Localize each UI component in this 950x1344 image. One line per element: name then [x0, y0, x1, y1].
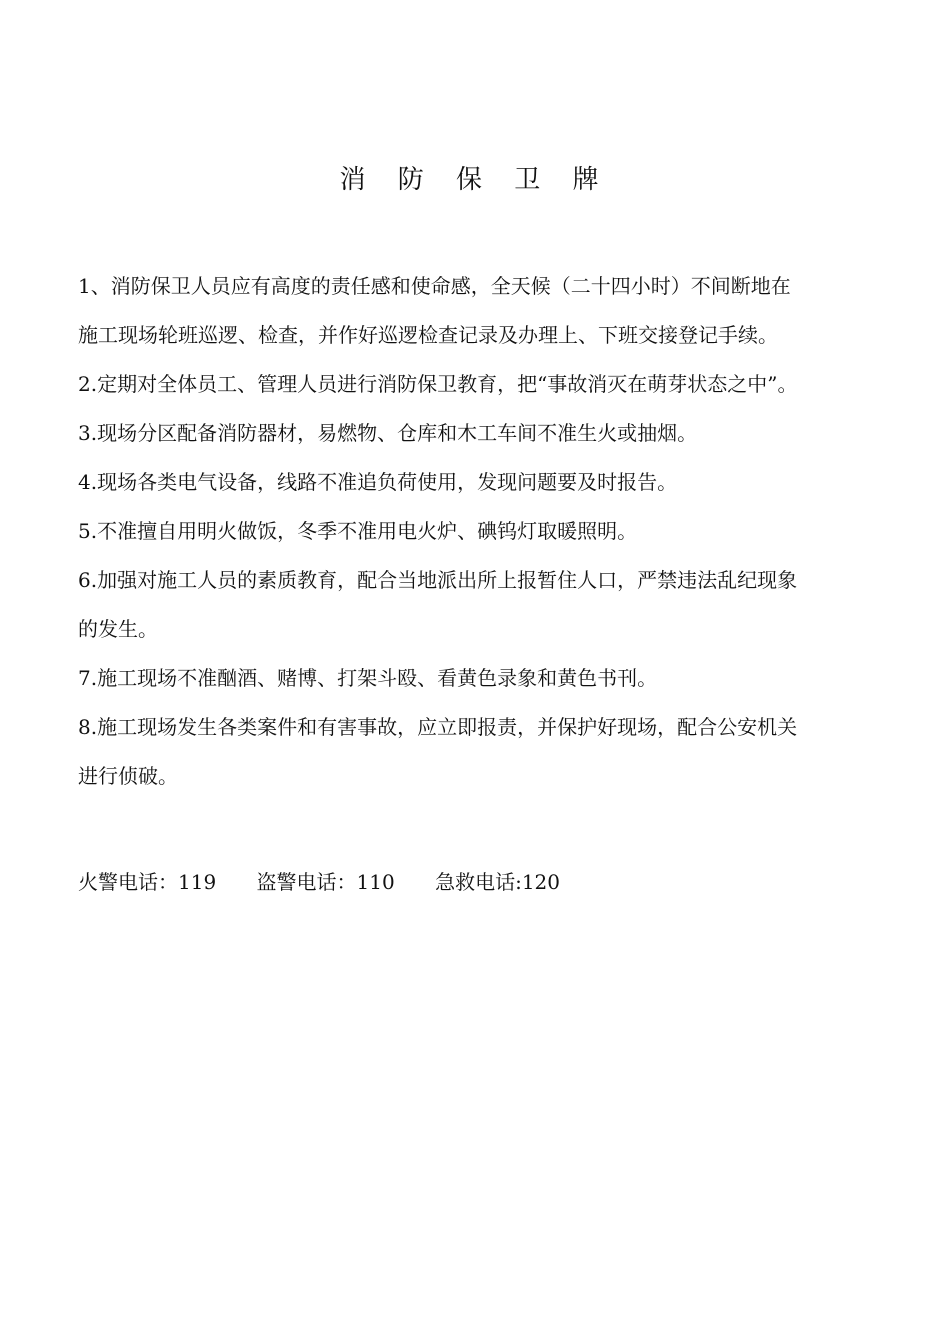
rules-list — [78, 262, 878, 801]
rule-item-8 — [78, 703, 878, 801]
rule-line: 7.施工现场不准酗酒、赌博、打架斗殴、看黄色录象和黄色书刊。 — [78, 666, 658, 690]
rule-item-6 — [78, 556, 878, 654]
fire-alarm-phone: 火警电话：119 — [78, 870, 217, 894]
rule-item-1 — [78, 262, 878, 360]
rule-item-3 — [78, 409, 878, 458]
rule-line: 2.定期对全体员工、管理人员进行消防保卫教育，把“事故消灭在萌芽状态之中”。 — [78, 372, 798, 396]
police-phone: 盗警电话：110 — [256, 870, 395, 894]
rule-line: 3.现场分区配备消防器材，易燃物、仓库和木工车间不准生火或抽烟。 — [78, 421, 698, 445]
rule-line: 进行侦破。 — [78, 764, 178, 788]
rule-line: 施工现场轮班巡逻、检查，并作好巡逻检查记录及办理上、下班交接登记手续。 — [78, 323, 778, 347]
rule-line: 8.施工现场发生各类案件和有害事故，应立即报责，并保护好现场，配合公安机关 — [78, 715, 798, 739]
page-title: 消 防 保 卫 牌 — [339, 165, 611, 195]
emergency-contacts — [78, 862, 560, 902]
rule-line: 4.现场各类电气设备，线路不准追负荷使用，发现问题要及时报告。 — [78, 470, 678, 494]
rule-line: 6.加强对施工人员的素质教育，配合当地派出所上报暂住人口，严禁违法乱纪现象 — [78, 568, 798, 592]
rule-line: 1、消防保卫人员应有高度的责任感和使命感，全天候（二十四小时）不间断地在 — [78, 274, 791, 298]
rule-item-5 — [78, 507, 878, 556]
rule-item-4 — [78, 458, 878, 507]
rule-item-7 — [78, 654, 878, 703]
rule-item-2 — [78, 360, 878, 409]
ambulance-phone: 急救电话:120 — [435, 870, 561, 894]
rule-line: 的发生。 — [78, 617, 158, 641]
rule-line: 5.不准擅自用明火做饭，冬季不准用电火炉、碘钨灯取暖照明。 — [78, 519, 638, 543]
